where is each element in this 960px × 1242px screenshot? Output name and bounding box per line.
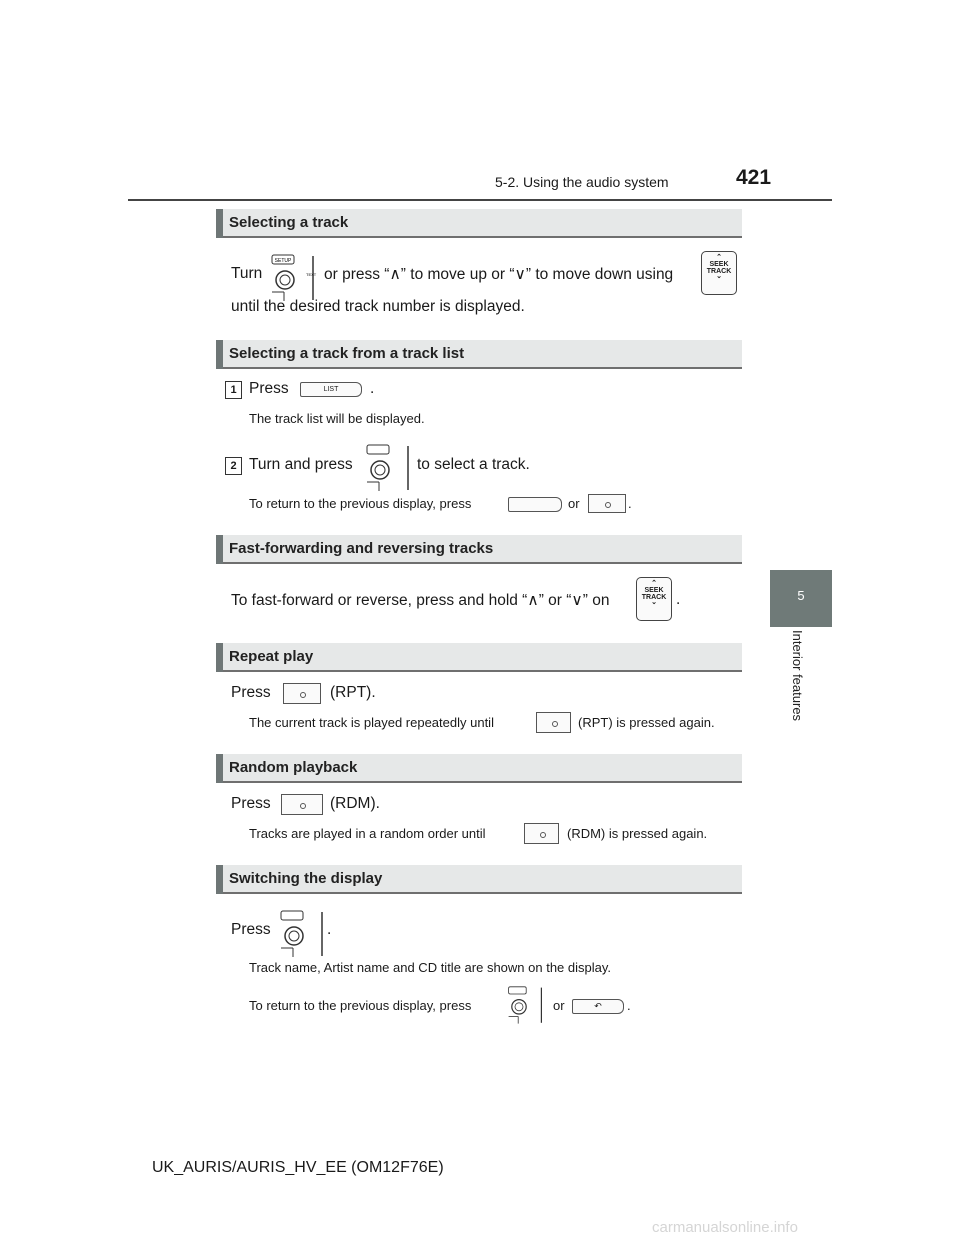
display-note-2c: . <box>627 998 631 1013</box>
svg-text:TEXT: TEXT <box>306 272 317 277</box>
tune-knob-icon <box>279 910 324 958</box>
step2-note-c: . <box>628 496 632 511</box>
watermark: carmanualsonline.info <box>652 1219 798 1236</box>
page-number: 421 <box>736 166 772 189</box>
section-breadcrumb: 5-2. Using the audio system <box>495 174 669 190</box>
selecting-track-text-b: or press “∧” to move up or “∨” to move down using <box>324 266 674 283</box>
section-heading-track-list: Selecting a track from a track list <box>216 340 742 369</box>
random-note-b: (RDM) is pressed again. <box>567 826 708 841</box>
step1-text-b: . <box>370 380 375 397</box>
display-note-1: Track name, Artist name and CD title are shown on the display. <box>249 960 612 975</box>
step2-note-b: or <box>568 496 580 511</box>
header-divider <box>128 199 832 201</box>
section-heading-switch-display: Switching the display <box>216 865 742 894</box>
random-text-b: (RDM). <box>330 795 380 812</box>
rpt-button-icon <box>283 683 321 704</box>
seek-track-button-icon: ⌃ SEEK TRACK ⌄ <box>636 577 672 621</box>
step1-note: The track list will be displayed. <box>249 411 425 426</box>
display-note-2a: To return to the previous display, press <box>249 998 472 1013</box>
step2-text-a: Turn and press <box>249 456 353 473</box>
step2-note-a: To return to the previous display, press <box>249 496 472 511</box>
tune-knob-icon <box>365 444 410 492</box>
section-heading-random: Random playback <box>216 754 742 783</box>
rpt-button-icon <box>536 712 571 733</box>
display-text-b: . <box>327 921 332 938</box>
selecting-track-text-line2: until the desired track number is displayed. <box>231 298 525 315</box>
step-number-1: 1 <box>225 381 242 399</box>
display-note-2b: or <box>553 998 565 1013</box>
repeat-text-b: (RPT). <box>330 684 376 701</box>
fast-forward-text-a: To fast-forward or reverse, press and hold “∧” or “∨” on <box>231 592 610 609</box>
list-button-icon: LIST <box>300 382 362 397</box>
tune-knob-icon <box>507 986 543 1024</box>
seek-track-button-icon: ⌃ SEEK TRACK ⌄ <box>701 251 737 295</box>
repeat-text-a: Press <box>231 684 271 701</box>
random-text-a: Press <box>231 795 271 812</box>
rdm-button-icon <box>281 794 323 815</box>
repeat-note-b: (RPT) is pressed again. <box>578 715 715 730</box>
preset-button-icon <box>588 494 626 513</box>
display-text-a: Press <box>231 921 271 938</box>
back-button-icon: ↶ <box>572 999 624 1014</box>
section-heading-selecting-track: Selecting a track <box>216 209 742 238</box>
section-heading-repeat: Repeat play <box>216 643 742 672</box>
selecting-track-text-a: Turn <box>231 265 263 282</box>
svg-text:SETUP: SETUP <box>274 258 292 264</box>
random-note-a: Tracks are played in a random order until <box>249 826 486 841</box>
step2-text-b: to select a track. <box>417 456 530 473</box>
chapter-label: Interior features <box>790 630 805 722</box>
step-number-2: 2 <box>225 457 242 475</box>
chapter-number: 5 <box>797 588 805 603</box>
repeat-note-a: The current track is played repeatedly until <box>249 715 494 730</box>
document-code: UK_AURIS/AURIS_HV_EE (OM12F76E) <box>152 1159 444 1176</box>
fast-forward-text-b: . <box>676 591 681 608</box>
rdm-button-icon <box>524 823 559 844</box>
step1-text-a: Press <box>249 380 289 397</box>
section-heading-fast-forward: Fast-forwarding and reversing tracks <box>216 535 742 564</box>
list-button-icon <box>508 497 562 512</box>
tune-knob-icon <box>270 254 315 302</box>
